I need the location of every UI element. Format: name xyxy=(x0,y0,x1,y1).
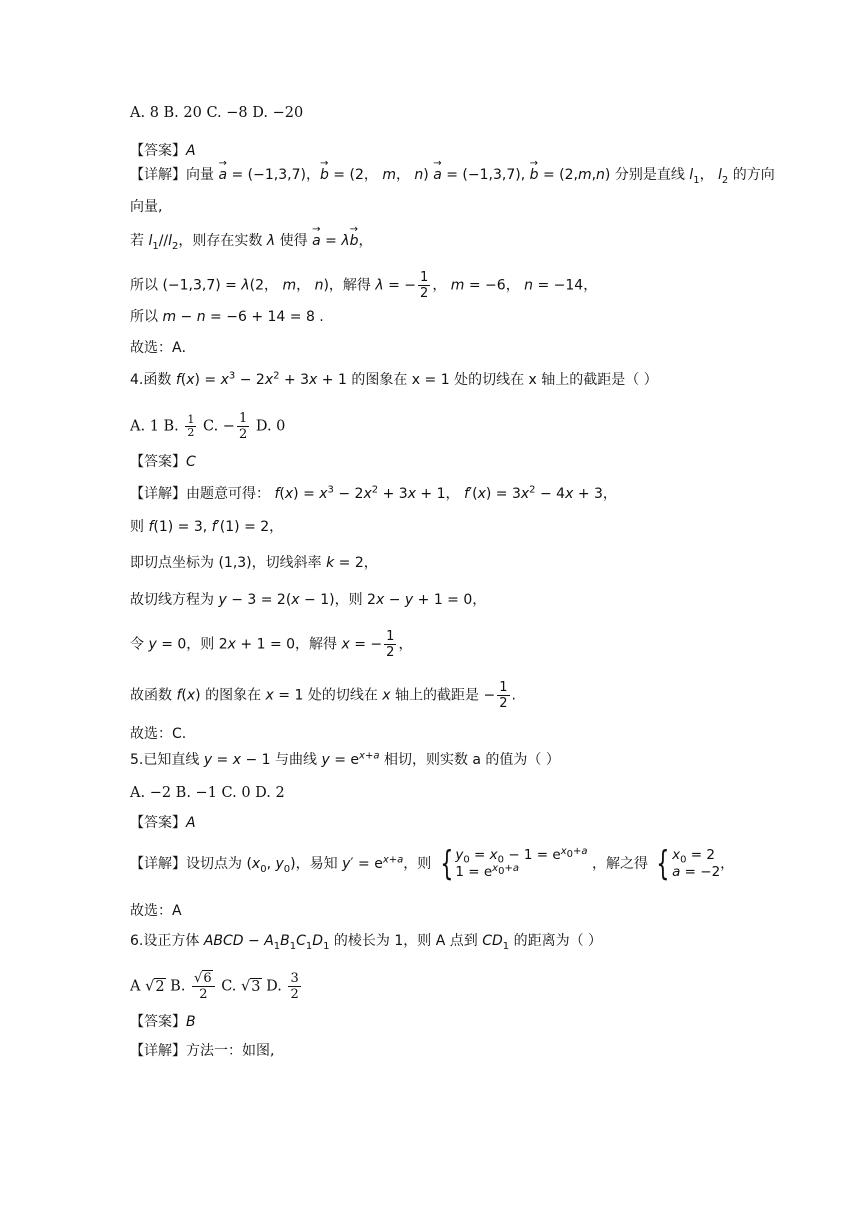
answer-label: 【答案】 xyxy=(130,143,186,159)
q3-answer xyxy=(130,141,196,161)
q4-answer: 【答案】C xyxy=(130,454,196,470)
q5-stem: 5.已知直线 y = x − 1 与曲线 $y = e^{x+a}$ 相切，则实数 a 的值为（ ） xyxy=(130,750,560,768)
q5-detail: 【详解】设切点为 ($x_0$, $y_0$)，易知 $y' = e^{x+a}$，则 { $y_0 = x_0 - 1 = e^{x_0+a}$ $1 = e^{x_0+a}$ ，解之得 { $x_0 = 2$ a = −2， xyxy=(130,844,735,884)
q4-detail-line1: 【详解】由题意可得： $f(x) = x^3 - 2x^2 + 3x + 1$， $f'(x) = 3x^2 - 4x + 3$， xyxy=(130,484,617,502)
q6-stem: 6.设正方体 ABCD − $A_1B_1C_1D_1$ 的棱长为 1，则 A 点到 $CD_1$ 的距离为（ ） xyxy=(130,933,603,952)
q6-answer: 【答案】B xyxy=(130,1014,196,1030)
q4-stem: 4.函数 $f(x) = x^3 - 2x^2 + 3x + 1$ 的图象在 x = 1 处的切线在 x 轴上的截距是（ ） xyxy=(130,370,658,388)
q5-choose: 故选：A xyxy=(130,903,182,919)
q4-detail-line6: 故函数 f(x) 的图象在 x = 1 处的切线在 x 轴上的截距是 − $\frac{1}{2}$ . xyxy=(130,680,516,711)
q4-detail-line2: 则 f(1) = 3, f′(1) = 2， xyxy=(130,519,284,535)
answer-value: A xyxy=(186,143,196,159)
q3-detail-line1: 【详解】向量 → a = (−1,3,7)，→ b = (2， m， n) → a = (−1,3,7), → b = (2,m,n) 分别是直线 $l_1$， $l_2$ 的方向 xyxy=(130,165,775,185)
q5-options: A. −2 B. −1 C. 0 D. 2 xyxy=(130,785,285,801)
q3-detail-line3: 若 $l_1//l_2$，则存在实数 λ 使得 → a = λ→ b， xyxy=(130,231,373,251)
q4-detail-line3: 即切点坐标为 (1,3)，切线斜率 k = 2， xyxy=(130,555,378,571)
q4-choose: 故选：C. xyxy=(130,726,187,742)
q4-detail-line4: 故切线方程为 y − 3 = 2(x − 1)，则 2x − y + 1 = 0， xyxy=(130,592,487,608)
q3-detail-line2: 向量, xyxy=(130,199,163,215)
q3-choose: 故选：A． xyxy=(130,340,196,356)
q6-detail: 【详解】方法一：如图, xyxy=(130,1043,275,1059)
q3-detail-line4: 所以 (−1,3,7) = λ(2， m， n)，解得 λ = − $\frac{1}{2}$ ， m = −6， n = −14， xyxy=(130,270,598,301)
q5-answer: 【答案】A xyxy=(130,815,196,831)
q6-options: A √2 B. $\frac{√6}{2}$ C. √3 D. $\frac{3}{2}$ xyxy=(130,971,299,1002)
q3-detail-line5: 所以 m − n = −6 + 14 = 8 . xyxy=(130,309,324,325)
q4-detail-line5: 令 y = 0，则 2x + 1 = 0，解得 x = − $\frac{1}{2}$ ， xyxy=(130,629,413,660)
q3-options: A. 8 B. 20 C. −8 D. −20 xyxy=(130,105,304,121)
q4-options: A. 1 B. $\frac{1}{2}$ C. − $\frac{1}{2}$ D. 0 xyxy=(130,411,286,442)
